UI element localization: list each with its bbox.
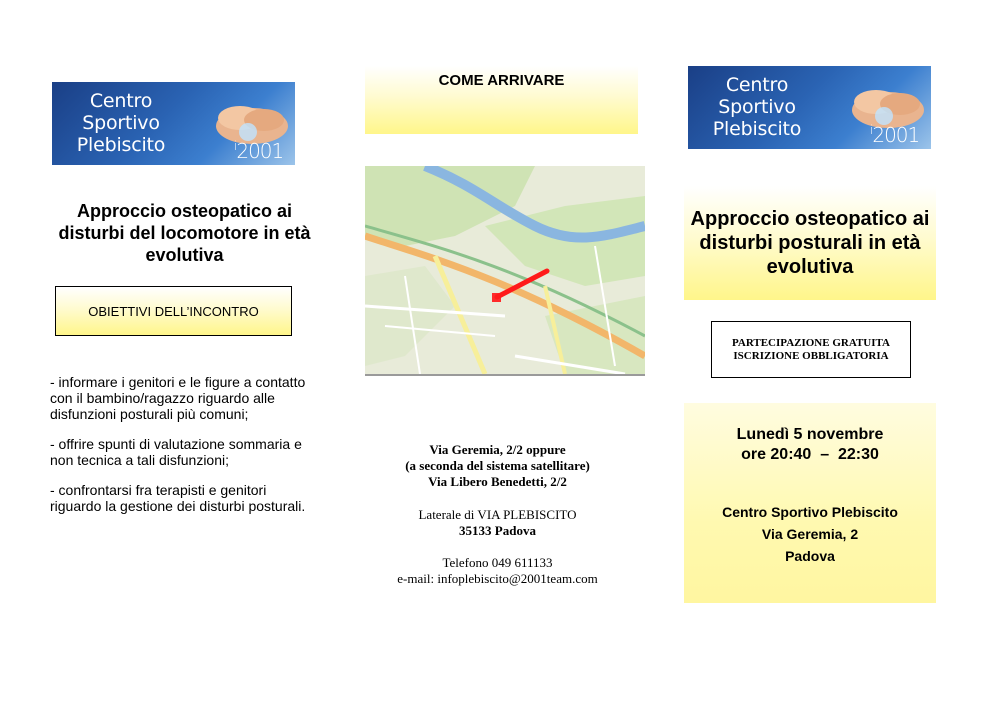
logo-badge: $^i$2001 — [870, 123, 920, 147]
right-title: Approccio osteopatico ai disturbi posturali in età evolutiva — [690, 208, 930, 278]
bullet-item: - informare i genitori e le figure a contatto con il bambino/ragazzo riguardo alle disfunzioni posturali più comuni; — [50, 374, 306, 422]
objectives-box — [55, 286, 292, 336]
map-graphic — [365, 166, 645, 374]
address-block: Via Geremia, 2/2 oppure (a seconda del sistema satellitare) Via Libero Benedetti, 2/2 — [405, 442, 590, 489]
event-date: Lunedì 5 novembre ore 20:40 – 22:30 — [736, 426, 884, 463]
event-details-box — [684, 403, 936, 603]
lateral-block: Laterale di VIA PLEBISCITO 35133 Padova — [418, 507, 577, 538]
location-map — [365, 166, 645, 376]
objectives-list — [50, 374, 318, 528]
phone-text: Telefono 049 611133 — [442, 555, 553, 570]
bullet-item: - offrire spunti di valutazione sommaria e non tecnica a tali disfunzioni; — [50, 436, 302, 468]
logo-banner-left — [52, 82, 295, 165]
logo-name: Centro Sportivo Plebiscito — [76, 90, 166, 156]
event-venue: Centro Sportivo Plebiscito Via Geremia, 2 Padova — [722, 504, 898, 564]
contact-block — [365, 555, 630, 587]
directions-heading: COME ARRIVARE — [438, 72, 565, 89]
logo-badge: $^i$2001 — [234, 139, 284, 163]
participation-box: PARTECIPAZIONE GRATUITA ISCRIZIONE OBBLIGATORIA — [711, 321, 911, 378]
bullet-item: - confrontarsi fra terapisti e genitori riguardo la gestione dei disturbi posturali. — [50, 482, 306, 514]
objectives-label: OBIETTIVI DELL’INCONTRO — [88, 303, 259, 319]
logo-name: Centro Sportivo Plebiscito — [712, 74, 802, 140]
left-title: Approccio osteopatico ai disturbi del locomotore in età evolutiva — [58, 201, 311, 265]
directions-header — [365, 66, 638, 134]
logo-banner-right — [688, 66, 931, 149]
right-title-box — [684, 186, 936, 300]
email-text: e-mail: infoplebiscito@2001team.com — [397, 571, 598, 586]
